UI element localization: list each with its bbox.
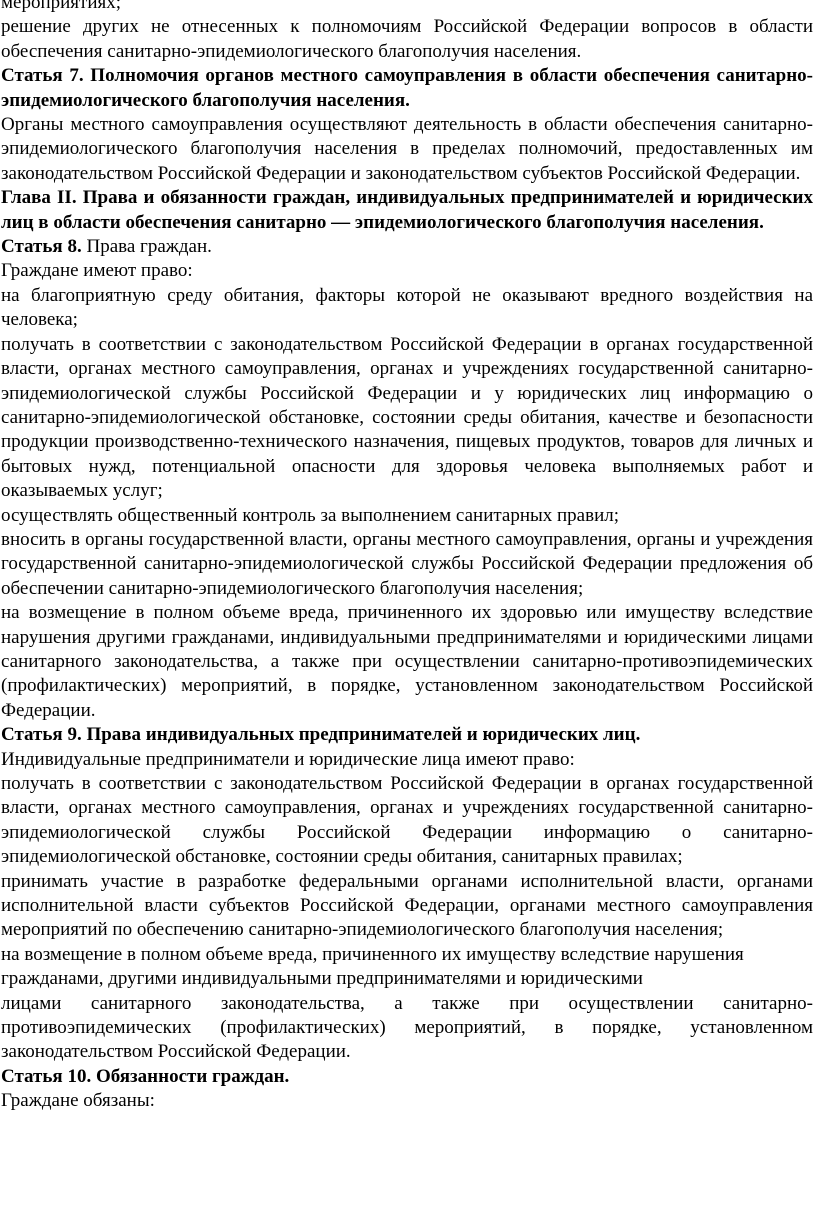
heading-article-7: Статья 7. Полномочия органов местного самоуправления в области обеспечения санитарно-эпидемиологического благополучия населения. — [1, 65, 813, 111]
paragraph-entrepreneurs-information: получать в соответствии с законодательством Российской Федерации в органах государственной власти, органах местного самоуправления, органах и учреждениях государственной санитарно-эпидемиологической службы Российской Федерации информацию о санитарно-эпидемиологической обстановке, состоянии среды обитания, санитарных правилах; — [1, 773, 813, 868]
heading-chapter-2: Глава II. Права и обязанности граждан, индивидуальных предпринимателей и юридических лиц в области обеспечения санитарно — эпидемиологического благополучия населения. — [1, 187, 813, 233]
paragraph-events-end: мероприятиях; — [1, 0, 122, 13]
paragraph-submit-proposals: вносить в органы государственной власти, органы местного самоуправления, органы и учреждения государственной санитарно-эпидемиологической службы Российской Федерации предложения об обеспечении санитарно-эпидемиологического благополучия населения; — [1, 528, 813, 599]
paragraph-public-control: осуществлять общественный контроль за выполнением санитарных правил; — [1, 504, 620, 526]
heading-article-9: Статья 9. Права индивидуальных предпринимателей и юридических лиц. — [1, 724, 641, 746]
heading-article-8 — [1, 235, 813, 259]
paragraph-participate-development: принимать участие в разработке федеральными органами исполнительной власти, органами исполнительной власти субъектов Российской Федерации, органами местного самоуправления мероприятий по обеспечению санитарно-эпидемиологического благополучия населения; — [1, 870, 813, 941]
paragraph-compensation-continued: лицами санитарного законодательства, а также при осуществлении санитарно-противоэпидемических (профилактических) мероприятий, в порядке, установленном законодательством Российской Федерации. — [1, 992, 813, 1063]
paragraph-citizens-rights-intro: Граждане имеют право: — [1, 260, 193, 282]
document-page — [1, 0, 813, 1114]
paragraph-other-questions: решение других не отнесенных к полномочиям Российской Федерации вопросов в области обеспечения санитарно-эпидемиологического благополучия населения. — [1, 16, 813, 62]
paragraph-compensation-property: на возмещение в полном объеме вреда, причиненного их имуществу вследствие нарушения гражданами, другими индивидуальными предпринимателями и юридическими — [1, 943, 744, 990]
article-8-number: Статья 8. — [1, 236, 82, 258]
paragraph-favorable-environment: на благоприятную среду обитания, факторы которой не оказывают вредного воздействия на человека; — [1, 284, 813, 331]
paragraph-local-authorities: Органы местного самоуправления осуществляют деятельность в области обеспечения санитарно-эпидемиологического благополучия населения в пределах полномочий, предоставленных им законодательством Российской Федерации и законодательством субъектов Российской Федерации. — [1, 114, 813, 184]
paragraph-entrepreneurs-rights-intro: Индивидуальные предприниматели и юридические лица имеют право: — [1, 748, 575, 770]
article-8-title: Права граждан. — [81, 236, 212, 258]
paragraph-compensation-citizens: на возмещение в полном объеме вреда, причиненного их здоровью или имуществу вследствие нарушения другими гражданами, индивидуальными предпринимателями и юридическими лицами санитарного законодательства, а также при осуществлении санитарно-противоэпидемических (профилактических) мероприятий, в порядке, установленном законодательством Российской Федерации. — [1, 602, 813, 721]
heading-article-10: Статья 10. Обязанности граждан. — [1, 1065, 290, 1087]
paragraph-receive-information: получать в соответствии с законодательством Российской Федерации в органах государственной власти, органах местного самоуправления, органах и учреждениях государственной санитарно-эпидемиологической службы Российской Федерации и у юридических лиц информацию о санитарно-эпидемиологической обстановке, состоянии среды обитания, качестве и безопасности продукции производственно-технического назначения, пищевых продуктов, товаров для личных и бытовых нужд, потенциальной опасности для здоровья человека выполняемых работ и оказываемых услуг; — [1, 333, 813, 502]
paragraph-citizens-obligations-intro: Граждане обязаны: — [1, 1090, 155, 1112]
